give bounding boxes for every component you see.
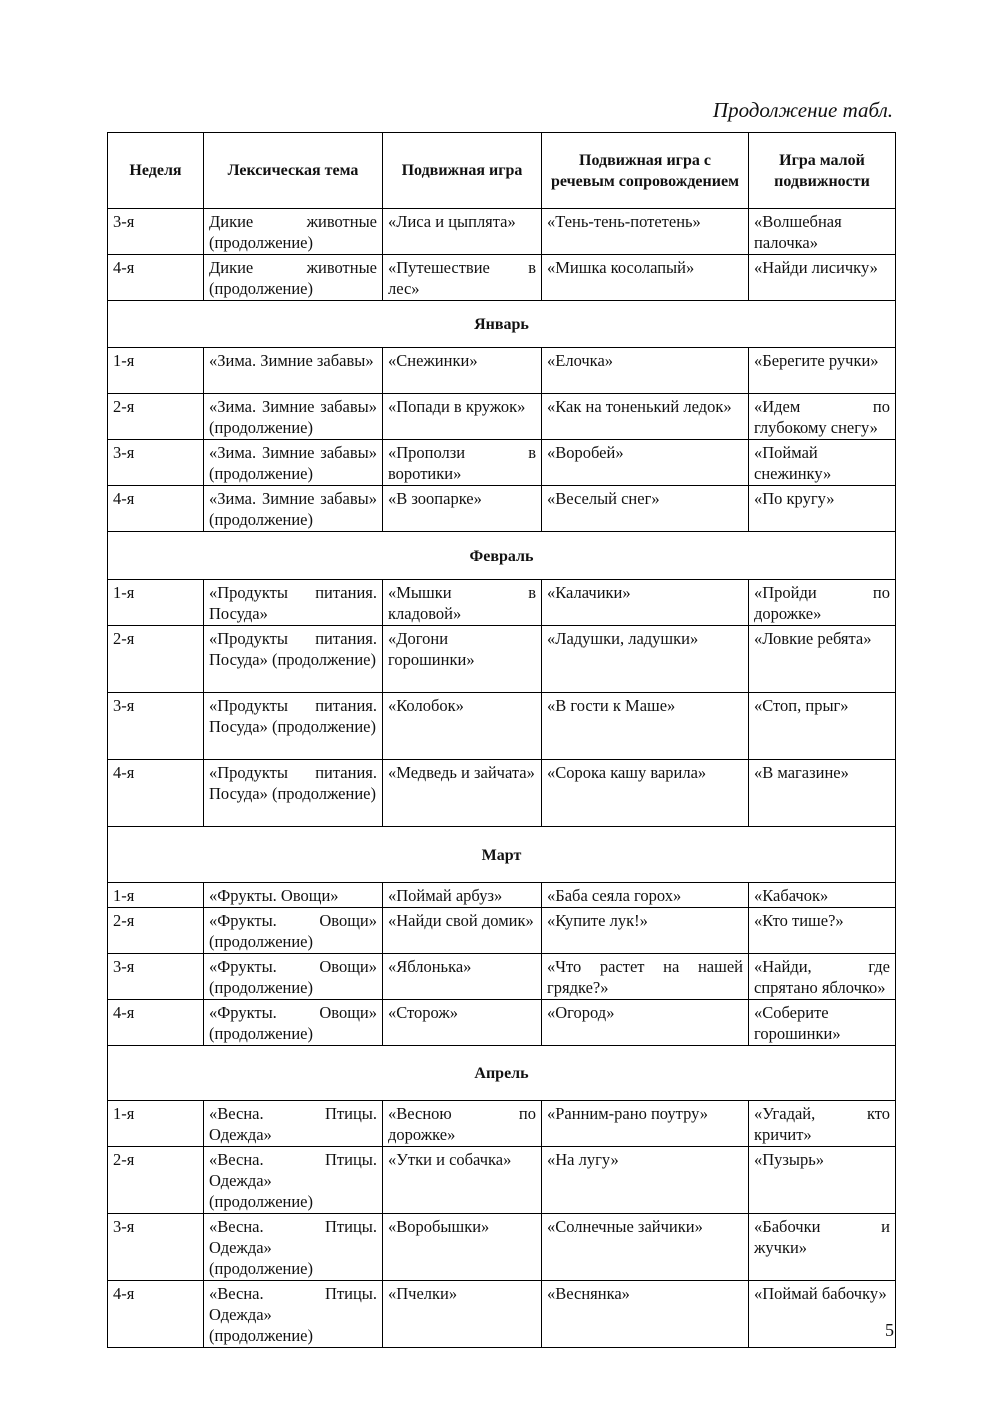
cell-outdoor-game: «Медведь и зайчата» xyxy=(383,760,542,827)
cell-speech-game: «Тень-тень-потетень» xyxy=(542,209,749,255)
month-row xyxy=(108,827,896,883)
cell-speech-game: «Баба сеяла горох» xyxy=(542,883,749,908)
table-header-row xyxy=(108,133,896,209)
header-week: Неделя xyxy=(108,133,204,209)
cell-week: 1-я xyxy=(108,1101,204,1147)
table-row xyxy=(108,394,896,440)
cell-week: 2-я xyxy=(108,1147,204,1214)
games-table xyxy=(107,132,896,1348)
header-speech-game: Подвижная игра с речевым сопровождением xyxy=(542,133,749,209)
cell-low-mobility-game: «Пузырь» xyxy=(749,1147,896,1214)
header-outdoor-game: Подвижная игра xyxy=(383,133,542,209)
cell-outdoor-game: «Мышки в кладовой» xyxy=(383,580,542,626)
cell-low-mobility-game: «Бабочки и жучки» xyxy=(749,1214,896,1281)
cell-theme: Дикие животные (продолжение) xyxy=(204,209,383,255)
cell-outdoor-game: «Поймай арбуз» xyxy=(383,883,542,908)
cell-theme: «Зима. Зимние забавы» (продолжение) xyxy=(204,394,383,440)
month-row xyxy=(108,301,896,348)
cell-week: 1-я xyxy=(108,580,204,626)
table-row xyxy=(108,883,896,908)
cell-theme: Дикие животные (продолжение) xyxy=(204,255,383,301)
cell-outdoor-game: «Утки и собачка» xyxy=(383,1147,542,1214)
cell-speech-game: «Огород» xyxy=(542,1000,749,1046)
cell-theme: «Фрукты. Овощи» xyxy=(204,883,383,908)
cell-week: 2-я xyxy=(108,908,204,954)
table-row xyxy=(108,1000,896,1046)
cell-outdoor-game: «Пчелки» xyxy=(383,1281,542,1348)
cell-low-mobility-game: «Кабачок» xyxy=(749,883,896,908)
cell-speech-game: «Калачики» xyxy=(542,580,749,626)
cell-low-mobility-game: «Найди, где спрятано яблочко» xyxy=(749,954,896,1000)
cell-outdoor-game: «Яблонька» xyxy=(383,954,542,1000)
cell-week: 2-я xyxy=(108,626,204,693)
cell-speech-game: «Ладушки, ладушки» xyxy=(542,626,749,693)
cell-low-mobility-game: «Поймай снежинку» xyxy=(749,440,896,486)
cell-low-mobility-game: «Стоп, прыг» xyxy=(749,693,896,760)
header-lexical-theme: Лексическая тема xyxy=(204,133,383,209)
table-row xyxy=(108,255,896,301)
table-row xyxy=(108,348,896,394)
cell-theme: «Продукты питания. Посуда» xyxy=(204,580,383,626)
table-row xyxy=(108,1101,896,1147)
cell-low-mobility-game: «Волшебная палочка» xyxy=(749,209,896,255)
month-row xyxy=(108,1046,896,1101)
table-row xyxy=(108,626,896,693)
month-row xyxy=(108,532,896,580)
cell-week: 4-я xyxy=(108,255,204,301)
cell-theme: «Продукты питания. Посуда» (продолжение) xyxy=(204,693,383,760)
cell-speech-game: «Веселый снег» xyxy=(542,486,749,532)
cell-speech-game: «Ранним-рано поутру» xyxy=(542,1101,749,1147)
cell-speech-game: «Что растет на нашей грядке?» xyxy=(542,954,749,1000)
cell-outdoor-game: «Попади в кружок» xyxy=(383,394,542,440)
cell-low-mobility-game: «Соберите горошинки» xyxy=(749,1000,896,1046)
table-caption: Продолжение табл. xyxy=(712,98,893,122)
cell-week: 4-я xyxy=(108,486,204,532)
cell-outdoor-game: «Весною по дорожке» xyxy=(383,1101,542,1147)
cell-low-mobility-game: «По кругу» xyxy=(749,486,896,532)
cell-theme: «Весна. Птицы. Одежда» (продолжение) xyxy=(204,1281,383,1348)
cell-theme: «Продукты питания. Посуда» (продолжение) xyxy=(204,626,383,693)
cell-speech-game: «Солнечные зайчики» xyxy=(542,1214,749,1281)
cell-low-mobility-game: «Найди лисичку» xyxy=(749,255,896,301)
cell-theme: «Фрукты. Овощи» (продолжение) xyxy=(204,954,383,1000)
month-label: Февраль xyxy=(108,532,896,580)
table-row xyxy=(108,1214,896,1281)
table-row xyxy=(108,760,896,827)
cell-speech-game: «На лугу» xyxy=(542,1147,749,1214)
cell-outdoor-game: «Лиса и цыплята» xyxy=(383,209,542,255)
cell-outdoor-game: «Колобок» xyxy=(383,693,542,760)
cell-outdoor-game: «Проползи в воротики» xyxy=(383,440,542,486)
cell-outdoor-game: «Найди свой домик» xyxy=(383,908,542,954)
cell-theme: «Фрукты. Овощи» (продолжение) xyxy=(204,1000,383,1046)
table-row xyxy=(108,908,896,954)
cell-speech-game: «В гости к Маше» xyxy=(542,693,749,760)
table-row xyxy=(108,209,896,255)
cell-week: 4-я xyxy=(108,1000,204,1046)
cell-speech-game: «Сорока кашу варила» xyxy=(542,760,749,827)
cell-speech-game: «Купите лук!» xyxy=(542,908,749,954)
cell-low-mobility-game: «Кто тише?» xyxy=(749,908,896,954)
cell-week: 3-я xyxy=(108,209,204,255)
cell-outdoor-game: «В зоопарке» xyxy=(383,486,542,532)
cell-low-mobility-game: «Угадай, кто кричит» xyxy=(749,1101,896,1147)
month-label: Март xyxy=(108,827,896,883)
cell-theme: «Зима. Зимние забавы» (продолжение) xyxy=(204,440,383,486)
header-low-mobility-game: Игра малой подвижности xyxy=(749,133,896,209)
cell-outdoor-game: «Догони горошинки» xyxy=(383,626,542,693)
cell-week: 1-я xyxy=(108,883,204,908)
cell-week: 3-я xyxy=(108,1214,204,1281)
cell-speech-game: «Веснянка» xyxy=(542,1281,749,1348)
cell-outdoor-game: «Воробышки» xyxy=(383,1214,542,1281)
table-row xyxy=(108,580,896,626)
page-number: 5 xyxy=(885,1320,894,1340)
cell-speech-game: «Мишка косолапый» xyxy=(542,255,749,301)
cell-theme: «Фрукты. Овощи» (продолжение) xyxy=(204,908,383,954)
cell-outdoor-game: «Путешествие в лес» xyxy=(383,255,542,301)
cell-theme: «Весна. Птицы. Одежда» (продолжение) xyxy=(204,1214,383,1281)
cell-theme: «Весна. Птицы. Одежда» (продолжение) xyxy=(204,1147,383,1214)
cell-week: 2-я xyxy=(108,394,204,440)
table-row xyxy=(108,1281,896,1348)
table-row xyxy=(108,440,896,486)
cell-week: 4-я xyxy=(108,760,204,827)
table-row xyxy=(108,486,896,532)
cell-low-mobility-game: «Ловкие ребята» xyxy=(749,626,896,693)
cell-outdoor-game: «Сторож» xyxy=(383,1000,542,1046)
cell-week: 3-я xyxy=(108,954,204,1000)
cell-theme: «Зима. Зимние забавы» (продолжение) xyxy=(204,486,383,532)
cell-week: 4-я xyxy=(108,1281,204,1348)
cell-week: 3-я xyxy=(108,693,204,760)
cell-low-mobility-game: «Идем по глубокому снегу» xyxy=(749,394,896,440)
cell-speech-game: «Елочка» xyxy=(542,348,749,394)
table-row xyxy=(108,1147,896,1214)
cell-week: 1-я xyxy=(108,348,204,394)
cell-outdoor-game: «Снежинки» xyxy=(383,348,542,394)
cell-low-mobility-game: «Поймай бабочку» xyxy=(749,1281,896,1348)
cell-theme: «Весна. Птицы. Одежда» xyxy=(204,1101,383,1147)
table-row xyxy=(108,954,896,1000)
cell-theme: «Зима. Зимние забавы» xyxy=(204,348,383,394)
cell-theme: «Продукты питания. Посуда» (продолжение) xyxy=(204,760,383,827)
cell-speech-game: «Как на тоненький ледок» xyxy=(542,394,749,440)
table-row xyxy=(108,693,896,760)
cell-low-mobility-game: «Пройди по дорожке» xyxy=(749,580,896,626)
month-label: Январь xyxy=(108,301,896,348)
cell-low-mobility-game: «Берегите ручки» xyxy=(749,348,896,394)
month-label: Апрель xyxy=(108,1046,896,1101)
cell-week: 3-я xyxy=(108,440,204,486)
cell-speech-game: «Воробей» xyxy=(542,440,749,486)
cell-low-mobility-game: «В магазине» xyxy=(749,760,896,827)
